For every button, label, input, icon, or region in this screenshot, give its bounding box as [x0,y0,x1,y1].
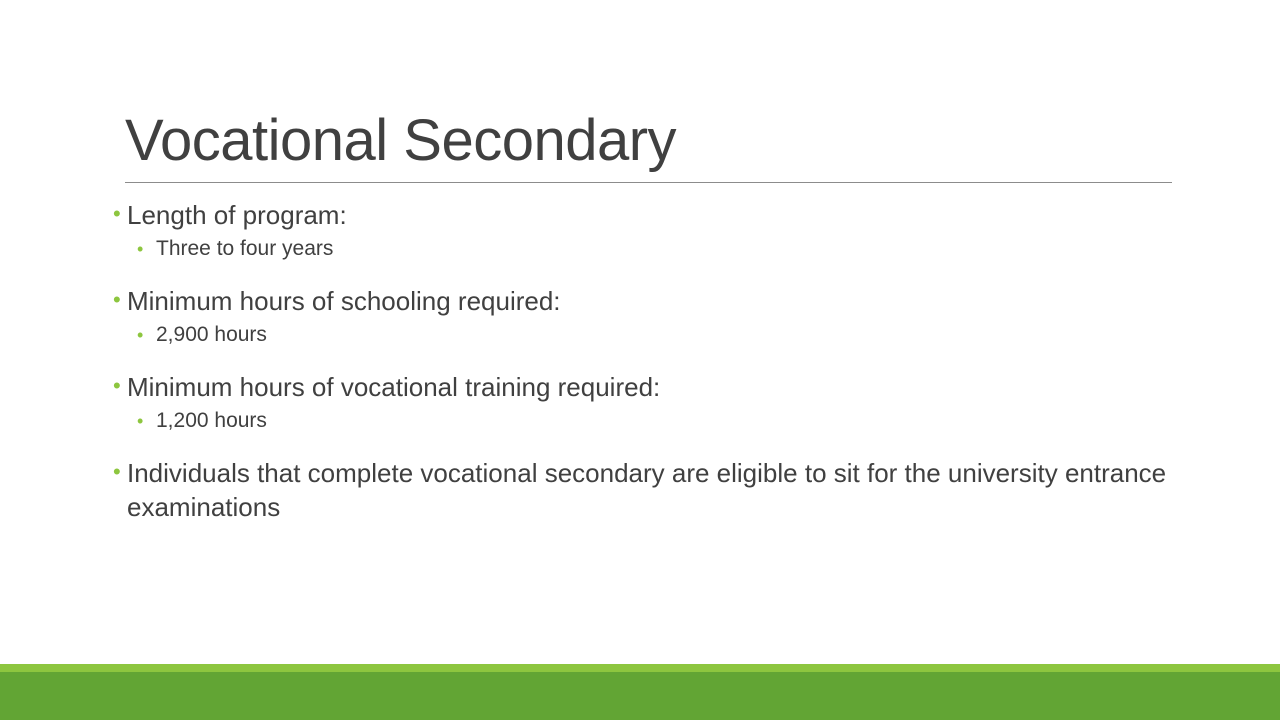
title-divider [125,182,1172,183]
bullet-item [113,370,1173,404]
slide-content [113,198,1173,524]
sub-bullet-text: 2,900 hours [156,323,267,346]
bullet-icon: • [113,201,121,226]
footer-accent-bar [0,664,1280,672]
bullet-icon: • [137,411,144,431]
bullet-icon: • [137,239,144,259]
sub-bullet-text: 1,200 hours [156,409,267,432]
bullet-icon: • [113,373,121,398]
bullet-icon: • [137,325,144,345]
bullet-icon: • [113,287,121,312]
bullet-text: Minimum hours of vocational training required: [127,372,661,402]
bullet-item [113,284,1173,318]
bullet-item [113,198,1173,232]
bullet-text: Length of program: [127,200,347,230]
sub-bullet-item [113,320,1173,350]
sub-bullet-item [113,234,1173,264]
bullet-text: Minimum hours of schooling required: [127,286,561,316]
bullet-icon: • [113,459,121,484]
sub-bullet-text: Three to four years [156,237,334,260]
footer-bar [0,672,1280,720]
slide-title: Vocational Secondary [125,108,677,173]
bullet-text: Individuals that complete vocational secondary are eligible to sit for the university entrance examinations [127,458,1167,522]
sub-bullet-item [113,406,1173,436]
bullet-item [113,456,1173,524]
